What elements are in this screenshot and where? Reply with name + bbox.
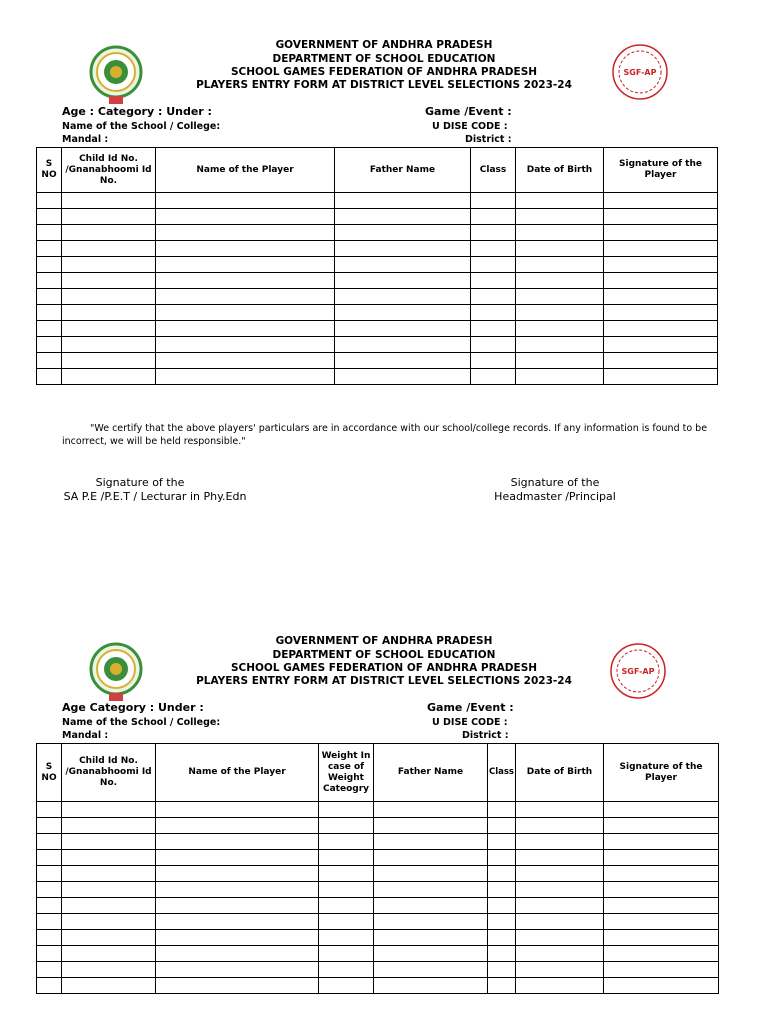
table-cell[interactable] [156,305,335,321]
table-cell[interactable] [604,273,718,289]
table-row [37,818,719,834]
table-cell[interactable] [471,305,516,321]
table-cell[interactable] [604,305,718,321]
table-cell[interactable] [604,353,718,369]
players-table-2-body [37,802,719,994]
table-cell[interactable] [604,321,718,337]
table-cell[interactable] [516,337,604,353]
table-cell[interactable] [62,305,156,321]
table-cell[interactable] [62,225,156,241]
table-cell[interactable] [156,209,335,225]
players-table-1-body [37,193,718,385]
table-cell[interactable] [471,273,516,289]
table-cell[interactable] [516,930,604,946]
sgf-logo-text: SGF-AP [623,68,657,77]
table-cell[interactable] [516,834,604,850]
certification-statement: "We certify that the above players' particulars are in accordance with our school/college records. If any information is found to be incorrect, we will be held responsible." [62,423,708,447]
col-player-name-2: Name of the Player [156,744,319,802]
table-cell[interactable] [374,930,488,946]
table-cell[interactable] [37,289,62,305]
district-label-2: District : [462,730,509,741]
table-cell[interactable] [37,866,62,882]
header-federation-2: SCHOOL GAMES FEDERATION OF ANDHRA PRADESH [230,662,538,674]
signature-pet-line2: SA P.E /P.E.T / Lecturar in Phy.Edn [63,490,247,503]
table-cell[interactable] [62,353,156,369]
table-cell[interactable] [156,882,319,898]
table-cell[interactable] [471,225,516,241]
table-cell[interactable] [156,898,319,914]
table-row [37,337,718,353]
table-row [37,369,718,385]
table-cell[interactable] [516,850,604,866]
table-cell[interactable] [335,337,471,353]
table-cell[interactable] [374,802,488,818]
table-cell[interactable] [319,834,374,850]
table-cell[interactable] [488,818,516,834]
table-cell[interactable] [37,337,62,353]
table-cell[interactable] [156,962,319,978]
table-cell[interactable] [156,257,335,273]
table-cell[interactable] [156,321,335,337]
table-cell[interactable] [374,914,488,930]
table-cell[interactable] [62,818,156,834]
table-row [37,289,718,305]
table-cell[interactable] [156,289,335,305]
mandal-label-2: Mandal : [62,730,109,741]
table-cell[interactable] [62,257,156,273]
table-row [37,834,719,850]
table-cell[interactable] [488,914,516,930]
table-cell[interactable] [604,866,719,882]
table-cell[interactable] [156,273,335,289]
table-cell[interactable] [374,978,488,994]
table-cell[interactable] [604,241,718,257]
table-cell[interactable] [62,193,156,209]
table-cell[interactable] [335,241,471,257]
table-row [37,273,718,289]
table-row [37,225,718,241]
table-cell[interactable] [604,930,719,946]
table-cell[interactable] [37,353,62,369]
table-cell[interactable] [374,946,488,962]
table-row [37,257,718,273]
table-cell[interactable] [516,914,604,930]
table-cell[interactable] [62,978,156,994]
table-cell[interactable] [62,802,156,818]
table-cell[interactable] [156,225,335,241]
table-cell[interactable] [156,193,335,209]
table-cell[interactable] [156,946,319,962]
table-cell[interactable] [62,882,156,898]
table-cell[interactable] [374,962,488,978]
players-table-1 [36,147,718,385]
table-cell[interactable] [156,978,319,994]
table-cell[interactable] [488,802,516,818]
table-cell[interactable] [37,946,62,962]
header-government-2: GOVERNMENT OF ANDHRA PRADESH [275,635,493,647]
table-cell[interactable] [604,946,719,962]
table-cell[interactable] [374,834,488,850]
sgf-logo-text-2: SGF-AP [621,667,655,676]
col-class-2: Class [488,744,516,802]
table-cell[interactable] [335,225,471,241]
table-cell[interactable] [156,818,319,834]
table-cell[interactable] [604,818,719,834]
game-event-label: Game /Event : [425,105,512,118]
table-cell[interactable] [335,193,471,209]
table-cell[interactable] [335,369,471,385]
table-cell[interactable] [62,930,156,946]
table-cell[interactable] [319,882,374,898]
table-cell[interactable] [488,946,516,962]
table-cell[interactable] [516,353,604,369]
table-cell[interactable] [37,241,62,257]
col-child-id: Child Id No. /Gnanabhoomi Id No. [62,148,156,193]
table-cell[interactable] [156,866,319,882]
table-cell[interactable] [604,882,719,898]
table-cell[interactable] [319,802,374,818]
table-cell[interactable] [471,369,516,385]
table-cell[interactable] [516,257,604,273]
table-cell[interactable] [488,898,516,914]
table-row [37,898,719,914]
table-cell[interactable] [488,882,516,898]
table-cell[interactable] [604,369,718,385]
table-cell[interactable] [471,289,516,305]
table-cell[interactable] [62,337,156,353]
table-cell[interactable] [319,850,374,866]
col-child-id-2: Child Id No. /Gnanabhoomi Id No. [62,744,156,802]
table-cell[interactable] [604,914,719,930]
table-cell[interactable] [335,353,471,369]
table-row [37,193,718,209]
table-cell[interactable] [62,866,156,882]
table-cell[interactable] [488,866,516,882]
table-row [37,962,719,978]
col-father-name-2: Father Name [374,744,488,802]
table-cell[interactable] [37,914,62,930]
table-cell[interactable] [37,882,62,898]
table-cell[interactable] [604,978,719,994]
table-cell[interactable] [516,321,604,337]
table-cell[interactable] [488,978,516,994]
table-cell[interactable] [516,898,604,914]
table-cell[interactable] [335,257,471,273]
table-row [37,866,719,882]
header-federation: SCHOOL GAMES FEDERATION OF ANDHRA PRADESH [230,66,538,78]
table-cell[interactable] [516,978,604,994]
table-cell[interactable] [516,209,604,225]
udise-code-label: U DISE CODE : [432,121,508,132]
table-cell[interactable] [319,930,374,946]
players-table-2 [36,743,719,994]
table-cell[interactable] [471,337,516,353]
table-cell[interactable] [37,818,62,834]
table-cell[interactable] [37,305,62,321]
table-cell[interactable] [374,898,488,914]
table-cell[interactable] [62,834,156,850]
table-row [37,850,719,866]
signature-principal-line1: Signature of the [510,476,600,489]
table-cell[interactable] [335,305,471,321]
table-cell[interactable] [37,850,62,866]
table-cell[interactable] [471,353,516,369]
signature-principal-line2: Headmaster /Principal [494,490,616,503]
entry-form-2 [0,597,768,1024]
col-signature: Signature of the Player [604,148,718,193]
table-cell[interactable] [604,209,718,225]
table-cell[interactable] [604,257,718,273]
table-row [37,241,718,257]
table-cell[interactable] [62,209,156,225]
table-row [37,882,719,898]
table-cell[interactable] [62,946,156,962]
table-cell[interactable] [604,193,718,209]
col-weight-2: Weight In case of Weight Cateogry [319,744,374,802]
table-cell[interactable] [37,193,62,209]
table-cell[interactable] [516,225,604,241]
table-cell[interactable] [37,209,62,225]
table-cell[interactable] [37,962,62,978]
header-form-title-2: PLAYERS ENTRY FORM AT DISTRICT LEVEL SELECTIONS 2023-24 [196,675,572,687]
table-cell[interactable] [516,946,604,962]
table-cell[interactable] [62,914,156,930]
table-cell[interactable] [156,802,319,818]
table-cell[interactable] [156,914,319,930]
table-cell[interactable] [156,850,319,866]
header-department: DEPARTMENT OF SCHOOL EDUCATION [272,53,496,65]
table-cell[interactable] [516,802,604,818]
header-government: GOVERNMENT OF ANDHRA PRADESH [275,39,493,51]
table-cell[interactable] [37,321,62,337]
table-cell[interactable] [516,305,604,321]
table-cell[interactable] [471,209,516,225]
table-cell[interactable] [374,882,488,898]
col-sno-2: S NO [37,744,62,802]
signature-pet-line1: Signature of the [95,476,185,489]
table-cell[interactable] [156,369,335,385]
table-cell[interactable] [37,273,62,289]
school-name-label: Name of the School / College: [62,121,221,132]
udise-code-label-2: U DISE CODE : [432,717,508,728]
table-cell[interactable] [62,273,156,289]
table-row [37,321,718,337]
table-cell[interactable] [516,962,604,978]
table-cell[interactable] [374,850,488,866]
table-row [37,209,718,225]
table-row [37,930,719,946]
col-class: Class [471,148,516,193]
mandal-label: Mandal : [62,134,109,145]
table-cell[interactable] [604,834,719,850]
table-cell[interactable] [62,321,156,337]
table-cell[interactable] [471,241,516,257]
table-cell[interactable] [319,978,374,994]
table-cell[interactable] [471,257,516,273]
table-row [37,914,719,930]
table-cell[interactable] [604,337,718,353]
table-cell[interactable] [374,866,488,882]
table-cell[interactable] [156,241,335,257]
col-signature-2: Signature of the Player [604,744,719,802]
table-cell[interactable] [37,834,62,850]
col-sno: S NO [37,148,62,193]
table-cell[interactable] [62,369,156,385]
district-label: District : [465,134,512,145]
table-cell[interactable] [516,369,604,385]
signature-principal-block [470,476,640,504]
table-cell[interactable] [335,321,471,337]
table-cell[interactable] [374,818,488,834]
table-cell[interactable] [471,193,516,209]
table-cell[interactable] [319,818,374,834]
table-cell[interactable] [516,866,604,882]
table-cell[interactable] [37,369,62,385]
table-cell[interactable] [488,834,516,850]
table-cell[interactable] [604,225,718,241]
table-cell[interactable] [335,273,471,289]
age-category-label: Age : Category : Under : [62,105,212,118]
table-cell[interactable] [37,257,62,273]
table-cell[interactable] [604,289,718,305]
table-cell[interactable] [488,962,516,978]
table-cell[interactable] [516,882,604,898]
table-cell[interactable] [516,193,604,209]
table-cell[interactable] [62,962,156,978]
table-cell[interactable] [516,289,604,305]
table-cell[interactable] [62,289,156,305]
table-cell[interactable] [62,898,156,914]
table-cell[interactable] [319,946,374,962]
table-cell[interactable] [335,209,471,225]
table-cell[interactable] [37,978,62,994]
table-cell[interactable] [156,337,335,353]
table-cell[interactable] [516,241,604,257]
table-cell[interactable] [488,850,516,866]
table-cell[interactable] [319,914,374,930]
age-category-label-2: Age Category : Under : [62,701,204,714]
table-row [37,305,718,321]
table-cell[interactable] [37,802,62,818]
table-cell[interactable] [37,898,62,914]
header-department-2: DEPARTMENT OF SCHOOL EDUCATION [272,649,496,661]
table-cell[interactable] [62,850,156,866]
table-cell[interactable] [471,321,516,337]
table-cell[interactable] [335,289,471,305]
table-cell[interactable] [604,898,719,914]
game-event-label-2: Game /Event : [427,701,514,714]
table-cell[interactable] [62,241,156,257]
table-cell[interactable] [37,225,62,241]
table-cell[interactable] [604,802,719,818]
table-cell[interactable] [488,930,516,946]
table-cell[interactable] [319,962,374,978]
col-date-of-birth-2: Date of Birth [516,744,604,802]
col-player-name: Name of the Player [156,148,335,193]
table-row [37,978,719,994]
col-father-name: Father Name [335,148,471,193]
table-cell[interactable] [604,962,719,978]
col-date-of-birth: Date of Birth [516,148,604,193]
table-cell[interactable] [604,850,719,866]
signature-pet-block [30,476,280,504]
table-cell[interactable] [156,930,319,946]
table-row [37,802,719,818]
table-cell[interactable] [516,818,604,834]
table-cell[interactable] [37,930,62,946]
table-cell[interactable] [319,898,374,914]
school-name-label-2: Name of the School / College: [62,717,221,728]
table-row [37,353,718,369]
table-cell[interactable] [156,834,319,850]
table-cell[interactable] [156,353,335,369]
table-cell[interactable] [319,866,374,882]
header-form-title: PLAYERS ENTRY FORM AT DISTRICT LEVEL SELECTIONS 2023-24 [196,79,572,91]
table-row [37,946,719,962]
table-cell[interactable] [516,273,604,289]
